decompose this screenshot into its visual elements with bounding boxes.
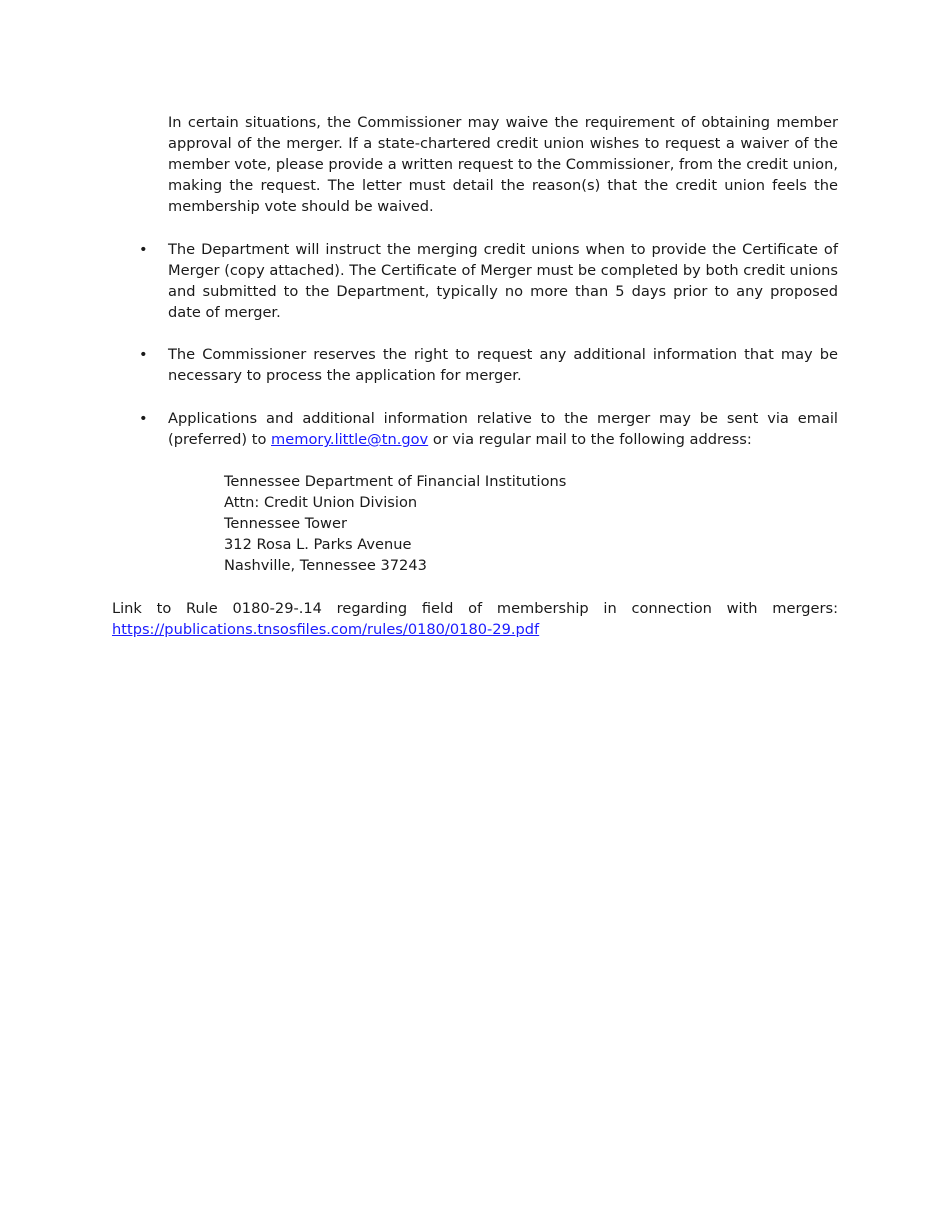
address-line-org: Tennessee Department of Financial Institutions (224, 473, 567, 490)
rule-link-section (112, 598, 838, 640)
submission-text-after: or via regular mail to the following address: (428, 431, 752, 449)
rule-pdf-link[interactable]: https://publications.tnsosfiles.com/rules/0180/0180-29.pdf (112, 621, 540, 639)
submission-text-before: Applications and additional information relative to the merger may be sent via email (preferred) to (168, 410, 838, 449)
rule-link-label: Link to Rule 0180-29-.14 regarding field of membership in connection with mergers: (112, 600, 838, 617)
email-link[interactable]: memory.little@tn.gov (271, 431, 429, 449)
bullet-icon: • (139, 410, 148, 427)
waiver-paragraph: In certain situations, the Commissioner may waive the requirement of obtaining member approval of the merger. If a state-chartered credit union wishes to request a waiver of the member vote, please provide a written request to the Commissioner, from the credit union, making the request. The letter must detail the reason(s) that the credit union feels the membership vote should be waived. (168, 114, 838, 216)
bullet-icon: • (139, 346, 148, 363)
rule-link-url-line (112, 619, 838, 640)
bullet-text-certificate: The Department will instruct the merging credit unions when to provide the Certificate of Merger (copy attached). The Certificate of Merger must be completed by both credit unions and submitted to the Department, typically no more than 5 days prior to any proposed date of merger. (168, 241, 838, 322)
bullet-text-additional-info: The Commissioner reserves the right to request any additional information that may be necessary to process the application for merger. (168, 346, 838, 385)
bullet-icon: • (139, 241, 148, 258)
bullet-text-submission (168, 408, 838, 450)
address-line-building: Tennessee Tower (224, 515, 347, 533)
mailing-address (224, 471, 566, 576)
address-line-attn: Attn: Credit Union Division (224, 494, 418, 512)
address-line-street: 312 Rosa L. Parks Avenue (224, 536, 412, 554)
address-line-city: Nashville, Tennessee 37243 (224, 557, 427, 575)
